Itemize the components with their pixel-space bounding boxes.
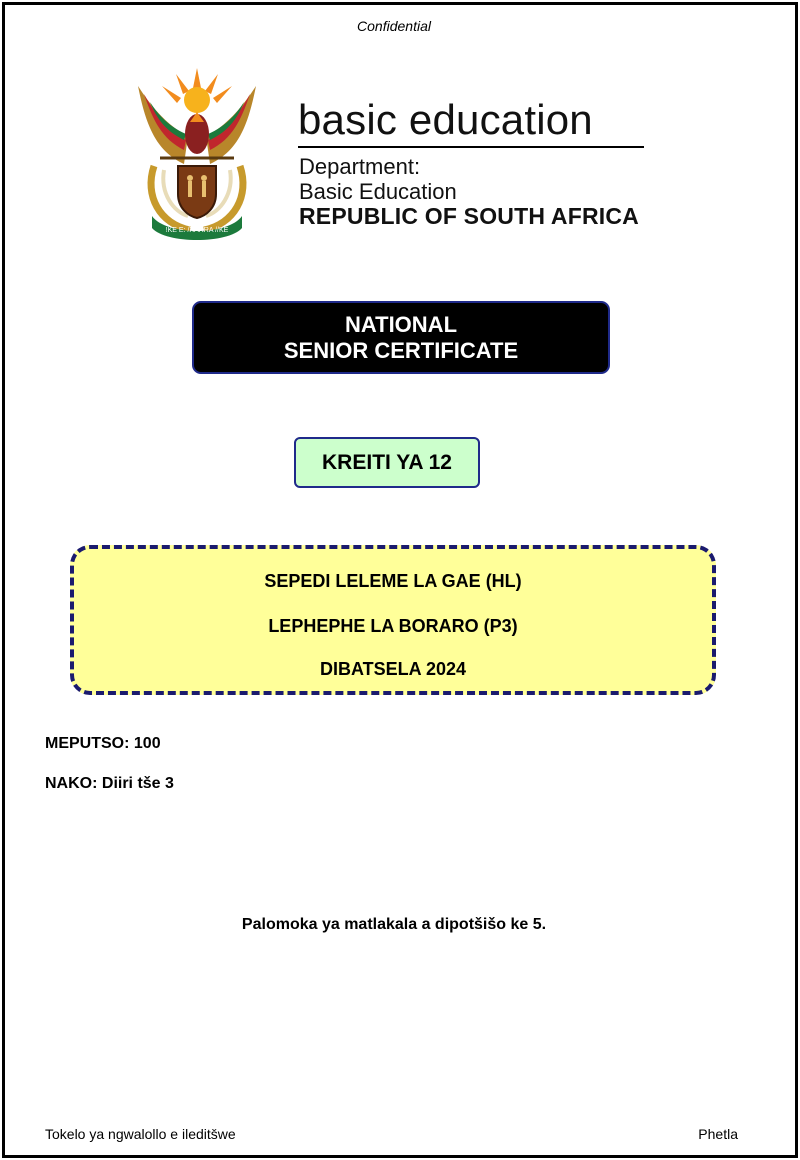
marks-value: 100 [133,735,161,752]
grade-label: KREITI YA 12 [322,450,452,474]
turn-over-label: Phetla [698,1126,738,1142]
department-name: Basic Education [299,179,457,204]
copyright-notice: Tokelo ya ngwalollo e ileditšwe [45,1126,236,1142]
coat-of-arms-icon [126,66,268,242]
logo-divider [298,146,644,148]
paper-title: LEPHEPHE LA BORARO (P3) [268,616,518,636]
time-value: : Diiri tše 3 [92,775,174,792]
marks-label: MEPUTSO: [45,735,130,752]
time-info [45,775,174,793]
exam-session: DIBATSELA 2024 [319,659,467,679]
time-label: NAKO [45,775,93,792]
marks-info [45,735,161,753]
svg-text:!KE E: /XARRA //KE: !KE E: /XARRA //KE [165,227,229,234]
certificate-banner [192,301,610,374]
certificate-line-2: SENIOR CERTIFICATE [283,337,519,363]
page-count-note: Palomoka ya matlakala a dipotšišo ke 5. [241,916,547,933]
subject-title: SEPEDI LELEME LA GAE (HL) [264,571,522,591]
grade-badge [294,437,480,488]
subject-panel [70,545,716,695]
country-name: REPUBLIC OF SOUTH AFRICA [299,203,639,229]
confidential-label: Confidential [357,18,431,34]
logo-title: basic education [298,96,593,143]
department-label: Department: [299,154,421,179]
certificate-line-1: NATIONAL [344,311,458,337]
